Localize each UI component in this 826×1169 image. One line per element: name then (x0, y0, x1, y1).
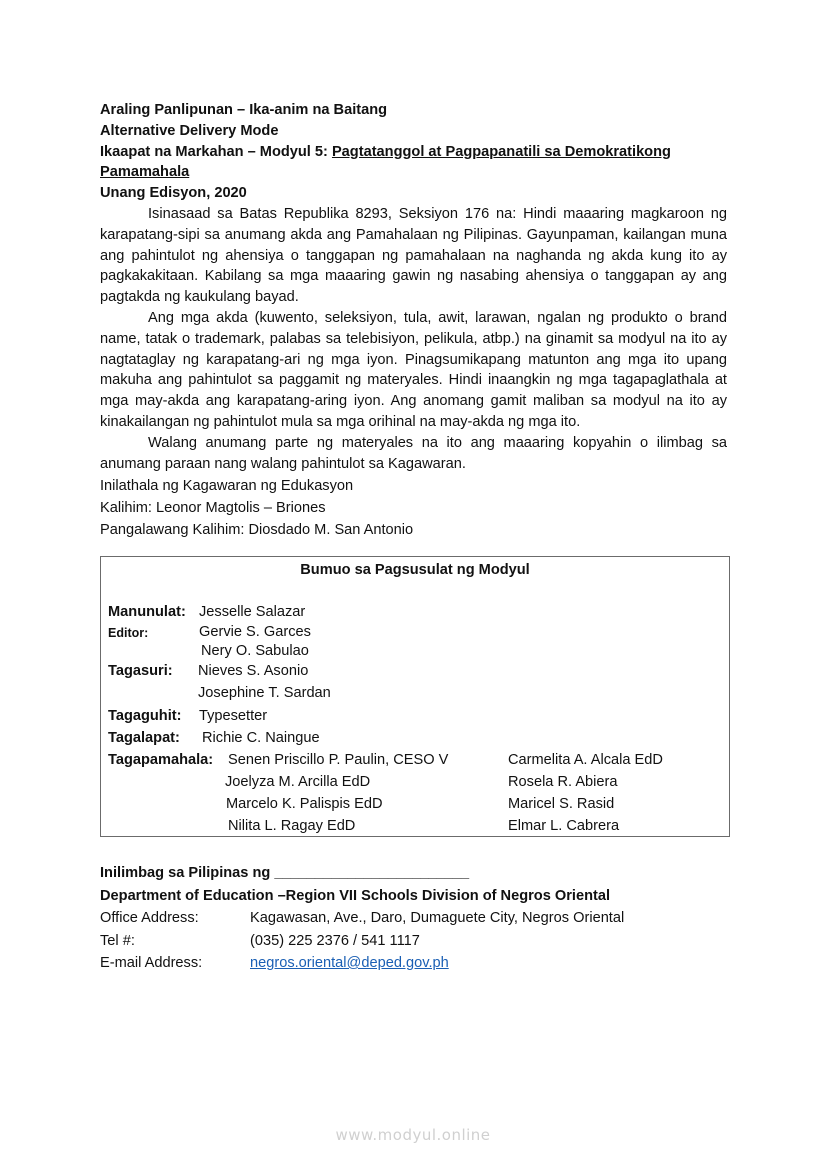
email-row (100, 952, 740, 975)
illustrator-name: Typesetter (199, 708, 268, 724)
credits-box (100, 556, 730, 837)
management-name: Carmelita A. Alcala EdD (508, 752, 663, 768)
email-label: E-mail Address: (100, 955, 203, 971)
management-name: Elmar L. Cabrera (508, 818, 620, 834)
site-watermark: www.modyul.online (335, 1126, 491, 1144)
management-row (108, 752, 663, 768)
editor-name: Nery O. Sabulao (201, 643, 309, 659)
printed-in-line: Inilimbag sa Pilipinas ng ________________________ (100, 865, 470, 881)
module-title-b: Pamamahala (100, 164, 190, 181)
management-name: Marcelo K. Palispis EdD (226, 796, 383, 812)
credits-title: Bumuo sa Pagsusulat ng Modyul (300, 562, 530, 578)
office-address-row (100, 907, 740, 930)
copyright-page (100, 100, 727, 541)
layout-artist-label: Tagalapat: (108, 730, 180, 746)
department-line: Department of Education –Region VII Schools Division of Negros Oriental (100, 887, 611, 904)
management-name: Maricel S. Rasid (508, 796, 615, 812)
management-name: Nilita L. Ragay EdD (228, 818, 356, 834)
management-name: Joelyza M. Arcilla EdD (225, 774, 371, 790)
telephone-value: (035) 225 2376 / 541 1117 (250, 932, 420, 949)
module-title-line (100, 142, 727, 163)
telephone-label: Tel #: (100, 932, 135, 949)
reviewer-name: Josephine T. Sardan (198, 685, 331, 701)
layout-artist-name: Richie C. Naingue (202, 730, 320, 746)
delivery-mode-line: Alternative Delivery Mode (100, 122, 279, 139)
editor-label: Editor: (108, 626, 149, 640)
published-by: Inilathala ng Kagawaran ng Edukasyon (100, 477, 354, 494)
writer-name: Jesselle Salazar (199, 604, 306, 620)
copyright-paragraph-2: Ang mga akda (kuwento, seleksiyon, tula, awit, larawan, ngalan ng produkto o brand name, tatak o trademark, palabas sa telebisiyon, pelikula, atbp.) na ginamit sa modyul na ito ay nagtataglay ng karapatang-ari ng mga iyon. Pinagsumikapang matunton ang mga ito upang makuha ang pahintulot sa paggamit ng materyales. Hindi inaangkin ng mga tagapaglathala at mga may-akda ang karapatang-aring iyon. Ang anomang gamit maliban sa modyul na ito ay kinakailangan ng pahintulot mula sa mga orihinal na may-akda ng mga ito. (100, 309, 727, 430)
edition-line: Unang Edisyon, 2020 (100, 185, 247, 202)
module-prefix: Ikaapat na Markahan – Modyul 5: (100, 143, 332, 160)
copyright-paragraph-1: Isinasaad sa Batas Republika 8293, Seksiyon 176 na: Hindi maaaring magkaroon ng karapatang-sipi sa anumang akda ang Pamahalaan ng Pilipinas. Gayunpaman, kailangan muna ang pahintulot ng ahensiya o tanggapan ng pamahalaan na naghanda ng akda kung ito ay pagkakakitaan. Kabilang sa mga maaaring gawin ng nasabing ahensiya o tanggapan ay ang pagtakda ng kaukulang bayad. (100, 205, 727, 306)
layout-artist-row (108, 730, 320, 746)
management-label: Tagapamahala: (108, 752, 214, 768)
subject-grade-line: Araling Panlipunan – Ika-anim na Baitang (100, 102, 388, 118)
editor-name: Gervie S. Garces (199, 624, 311, 640)
office-address-label: Office Address: (100, 910, 199, 926)
management-name: Rosela R. Abiera (508, 774, 618, 790)
undersecretary: Pangalawang Kalihim: Diosdado M. San Antonio (100, 522, 414, 539)
email-link[interactable]: negros.oriental@deped.gov.ph (250, 955, 449, 971)
writer-label: Manunulat: (108, 604, 186, 620)
illustrator-row (108, 708, 268, 724)
illustrator-label: Tagaguhit: (108, 708, 182, 724)
reviewer-name: Nieves S. Asonio (198, 663, 309, 679)
writer-row (108, 604, 306, 620)
telephone-row (100, 930, 740, 953)
secretary: Kalihim: Leonor Magtolis – Briones (100, 500, 326, 517)
reviewer-row (108, 663, 309, 679)
module-title-a: Pagtatanggol at Pagpapanatili sa Demokratikong (331, 143, 671, 160)
copyright-paragraph-3: Walang anumang parte ng materyales na ito ang maaaring kopyahin o ilimbag sa anumang paraan nang walang pahintulot sa Kagawaran. (100, 434, 727, 472)
office-address-value: Kagawasan, Ave., Daro, Dumaguete City, Negros Oriental (250, 910, 625, 926)
publisher-footer (100, 862, 740, 975)
management-name: Senen Priscillo P. Paulin, CESO V (228, 752, 449, 768)
editor-row (108, 624, 311, 641)
reviewer-label: Tagasuri: (108, 663, 173, 679)
